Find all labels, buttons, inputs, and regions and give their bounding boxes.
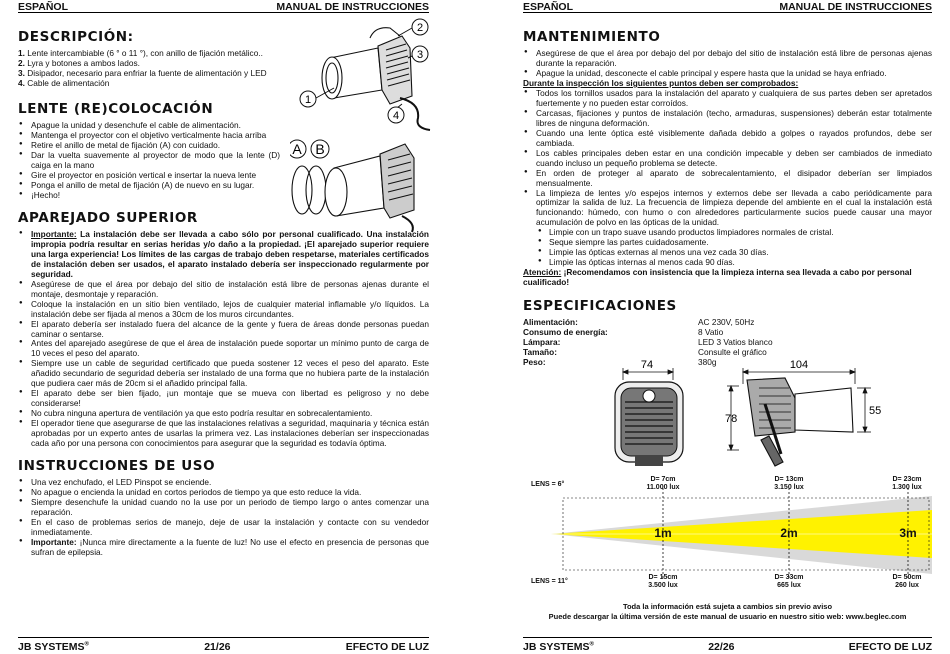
beam-bottom-3: D= 50cm 260 lux (892, 574, 922, 590)
inspection-list (523, 89, 932, 268)
section-heading-especificaciones: ESPECIFICACIONES (523, 298, 677, 315)
aparejado-list (18, 230, 429, 449)
descripcion-item: 4. Cable de alimentación (18, 78, 110, 89)
page-header (18, 0, 429, 13)
beam-diagram (523, 474, 932, 594)
list-item: ● Ponga el anillo de metal de fijación (A) de nuevo en su lugar. (18, 181, 280, 191)
list-item-importante: ● Importante: La instalación debe ser llevada a cabo sólo por personal cualificado. Una instalación impropia podría resultar en serias heridas y/o daño a la propiedad. ¡El aparejado superior requiere una larga experiencia! Los límites de las cargas de trabajo deben respetarse, materiales certificados de instalación deben ser usados, el aparato instalado debería ser inspeccionado regularmente por seguridad. (18, 230, 429, 280)
distance-2m: 2m (780, 526, 798, 540)
list-item: ● El aparato debe ser bien fijado, ¡un montaje que se mueva con libertad es peligroso y no debe considerarse! (18, 389, 429, 409)
footer-product: EFECTO DE LUZ (848, 641, 932, 653)
sub-list-item: ● Limpie las ópticas externas al menos una vez cada 30 días. (523, 248, 932, 258)
header-language: ESPAÑOL (523, 1, 573, 13)
list-item: ● Todos los tornillos usados para la instalación del aparato y cualquiera de sus partes deben ser apretados fuertemente y no pueden estar corroídos. (523, 89, 932, 109)
list-item: ● Apague la unidad y desenchufe el cable de alimentación. (18, 121, 280, 131)
spec-value: AC 230V, 50Hz (698, 317, 755, 328)
list-item: ● El operador tiene que asegurarse de que las instalaciones relativas a seguridad, maquinaria y técnica están aprobadas por un experto antes de usarlas la primera vez. Las instalaciones deberían ser inspeccionadas cada año por una persona con conocimientos para asegurar que la seguridad es todavía óptima. (18, 419, 429, 449)
list-item: ● No cubra ninguna apertura de ventilación ya que esto podría resultar en sobrecalentamiento. (18, 409, 429, 419)
descripcion-item: 3. Disipador, necesario para enfriar la fuente de alimentación y LED (18, 68, 267, 79)
label-a: A (292, 141, 302, 157)
beam-bottom-1: D= 15cm 3.500 lux (648, 574, 678, 590)
list-item: ● Los cables principales deben estar en una condición impecable y deben ser cambiados de inmediato cuando incluso un pequeño problema se detecte. (523, 149, 932, 169)
section-heading-descripcion: DESCRIPCIÓN: (18, 29, 134, 45)
list-item: ● La limpieza de lentes y/o espejos internos y externos debe ser llevada a cabo periódicamente para optimizar la salida de luz. La frecuencia de limpieza depende del ambiente en el cual la instalación está funcionando: húmedo, con humo o con alrededores particularmente sucios puede causar una mayor acumulación de polvo en las ópticas de la unidad. (523, 189, 932, 229)
lens-11-label: LENS = 11° (531, 578, 568, 585)
footer-brand: JB SYSTEMS® (18, 641, 89, 653)
list-item: ● Siempre desenchufe la unidad cuando no la use por un periodo de tiempo largo o antes comenzar una reparación. (18, 498, 429, 518)
spec-value: LED 3 Vatios blanco (698, 337, 773, 348)
descripcion-list (18, 49, 280, 89)
spec-value: 380g (698, 357, 717, 368)
footer-page-number: 21/26 (204, 641, 231, 653)
dim-width: 74 (640, 359, 654, 371)
list-item: ● Mantenga el proyector con el objetivo verticalmente hacia arriba (18, 131, 280, 141)
list-item: ● Asegúrese de que el área por debajo del sitio de instalación está libre de personas ajenas durante el montaje, desmontaje y reparación. (18, 280, 429, 300)
distance-3m: 3m (899, 526, 917, 540)
dim-depth: 104 (789, 359, 809, 371)
section-heading-lente: LENTE (RE)COLOCACIÓN (18, 101, 214, 117)
spec-key: Consumo de energía: (523, 327, 608, 338)
mantenimiento-list (523, 49, 932, 79)
beam-bottom-2: D= 33cm 665 lux (774, 574, 804, 590)
sub-list-item: ● Limpie con un trapo suave usando productos limpiadores normales de cristal. (523, 228, 932, 238)
front-housing (615, 382, 683, 466)
spec-key: Alimentación: (523, 317, 578, 328)
callout-3: 3 (416, 49, 424, 61)
beam-top-1: D= 7cm 11.000 lux (646, 476, 680, 492)
dim-height-front: 55 (869, 405, 882, 417)
distance-1m: 1m (654, 526, 672, 540)
side-housing (747, 378, 853, 466)
sub-list-item: ● Seque siempre las partes cuidadosamente. (523, 238, 932, 248)
beam-svg (523, 474, 932, 594)
beam-top-3: D= 23cm 1.300 lux (892, 476, 922, 492)
lente-list (18, 121, 280, 201)
lens-6-label: LENS = 6° (531, 481, 565, 488)
page-footer (18, 637, 429, 654)
spec-key: Peso: (523, 357, 546, 368)
dim-height: 78 (725, 413, 738, 425)
header-language: ESPAÑOL (18, 1, 68, 13)
list-item: ● Gire el proyector en posición vertical e insertar la nueva lente (18, 171, 280, 181)
page-footer (523, 637, 932, 654)
list-item: ● Asegúrese de que el área por debajo del por debajo del sitio de instalación está libre de personas ajenas durante la reparación. (523, 49, 932, 69)
spec-value: 8 Vatio (698, 327, 724, 338)
footer-page-number: 22/26 (708, 641, 735, 653)
list-item: ● Apague la unidad, desconecte el cable principal y espere hasta que la unidad se haya enfriado. (523, 69, 932, 79)
section-heading-aparejado: APAREJADO SUPERIOR (18, 209, 198, 226)
page-right (475, 0, 950, 654)
uso-list (18, 478, 429, 558)
callout-4: 4 (392, 110, 400, 122)
list-item: ● En orden de proteger al aparato de sobrecalentamiento, el disipador deberían ser limpiados mensualmente. (523, 169, 932, 189)
atencion-note: Atención: ¡Recomendamos con insistencia que la limpieza interna sea llevada a cabo por personal cualificado! (523, 267, 912, 288)
list-item: ● Siempre use un cable de seguridad certificado que pueda sostener 12 veces el peso del aparato. Este añadido secundario de seguridad debería ser instalado de una forma que no hubiera parte de la instalación que pudiera caer más de 20cm si el añadido principal falla. (18, 359, 429, 389)
list-item: ● El aparato debería ser instalado fuera del alcance de la gente y fuera de áreas donde personas puedan caminar o sentarse. (18, 320, 429, 340)
spec-key: Lámpara: (523, 337, 561, 348)
section-heading-uso: INSTRUCCIONES DE USO (18, 457, 216, 474)
callout-2: 2 (416, 22, 424, 34)
dimension-side-drawing (725, 358, 885, 470)
footer-brand: JB SYSTEMS® (523, 641, 594, 653)
dimension-front-drawing (605, 358, 695, 470)
beam-top-2: D= 13cm 3.150 lux (774, 476, 804, 492)
header-title: MANUAL DE INSTRUCCIONES (779, 1, 932, 13)
notice-changes: Toda la información está sujeta a cambios sin previo aviso (622, 602, 833, 611)
spec-value: Consulte el gráfico (698, 347, 767, 358)
list-item: ● ¡Hecho! (18, 191, 280, 201)
inspection-label: Durante la inspección los siguientes puntos deben ser comprobados: (523, 78, 799, 89)
callout-1: 1 (304, 94, 312, 106)
list-item: ● Una vez enchufado, el LED Pinspot se enciende. (18, 478, 429, 488)
page-header (523, 0, 932, 13)
section-heading-mantenimiento: MANTENIMIENTO (523, 29, 661, 45)
list-item: ● Carcasas, fijaciones y puntos de instalación (techo, armaduras, suspensiones) deberán estar totalmente libres de ninguna deformación. (523, 109, 932, 129)
descripcion-item: 2. Lyra y botones a ambos lados. (18, 58, 140, 69)
projector-diagram (290, 18, 440, 233)
header-title: MANUAL DE INSTRUCCIONES (276, 1, 429, 13)
list-item: ● En el caso de problemas serios de manejo, deje de usar la instalación y contacte con su vendedor inmediatamente. (18, 518, 429, 538)
list-item: ● Retire el anillo de metal de fijación (A) con cuidado. (18, 141, 280, 151)
spec-key: Tamaño: (523, 347, 557, 358)
footer-product: EFECTO DE LUZ (345, 641, 429, 653)
list-item-importante: ● Importante: ¡Nunca mire directamente a la fuente de luz! No use el efecto en presencia de personas que sufran de epilepsia. (18, 538, 429, 558)
sub-list-item: ● Limpie las ópticas internas al menos cada 90 días. (523, 258, 932, 268)
list-item: ● Antes del aparejado asegúrese de que el área de instalación puede soportar un mínimo punto de carga de 10 veces el peso del aparato. (18, 339, 429, 359)
list-item: ● Cuando una lente óptica esté visiblemente dañada debido a golpes o rayados profundos, debe ser cambiada. (523, 129, 932, 149)
list-item: ● Coloque la instalación en un sitio bien ventilado, lejos de cualquier material inflamable y/o líquidos. La instalación debe ser fijada al menos a 30cm de los muros circundantes. (18, 300, 429, 320)
descripcion-item: 1. Lente intercambiable (6 ° o 11 °), con anillo de fijación metálico.. (18, 48, 263, 59)
projector-exploded-drawing (322, 28, 430, 130)
notice-download: Puede descargar la última versión de este manual de usuario en nuestro sitio web: www.beglec.com (548, 612, 907, 621)
label-b: B (315, 141, 325, 157)
list-item: ● Dar la vuelta suavemente al proyector de modo que la lente (D) caiga en la mano (18, 151, 280, 171)
list-item: ● No apague o encienda la unidad en cortos periodos de tiempo ya que esto reduce la vida. (18, 488, 429, 498)
lens-replacement-drawing (292, 144, 414, 232)
